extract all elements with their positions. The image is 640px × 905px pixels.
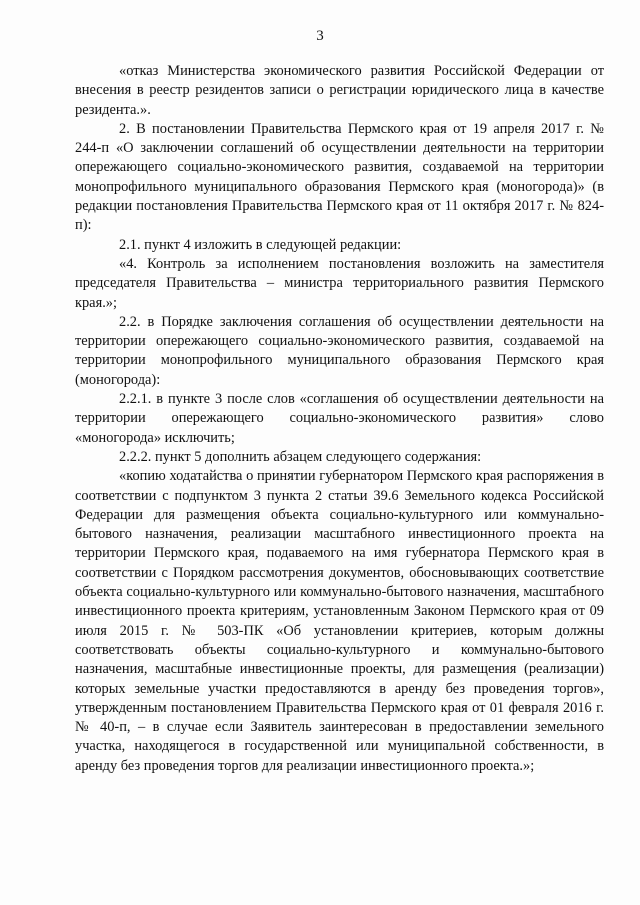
paragraph-resident-refusal: «отказ Министерства экономического развития Российской Федерации от внесения в реестр резидентов записи о регистрации юридического лица в качестве резидента.». — [75, 63, 604, 118]
document-body — [75, 62, 604, 776]
paragraph-petition-copy: «копию ходатайства о принятии губернатором Пермского края распоряжения в соответствии с подпунктом 3 пункта 2 статьи 39.6 Земельного кодекса Российской Федерации для размещения объекта социально-культурного или коммунально-бытового назначения, реализации масштабного инвестиционного проекта на территории Пермского края, подаваемого на имя губернатора Пермского края в соответствии с Порядком рассмотрения документов, обосновывающих соответствие объекта социально-культурного или коммунально-бытового назначения, масштабного инвестиционного проекта критериям, установленным Законом Пермского края от 09 июля 2015 г. № 503-ПК «Об установлении критериев, которым должны соответствовать объекты социально-культурного и коммунально-бытового назначения, масштабные инвестиционные проекты, для размещения (реализации) которых земельные участки предоставляются в аренду без проведения торгов», утвержденным постановлением Правительства Пермского края от 01 февраля 2016 г. № 40-п, – в случае если Заявитель заинтересован в предоставлении земельного участка, находящегося в государственной или муниципальной собственности, в аренду без проведения торгов для реализации инвестиционного проекта.»; — [75, 468, 604, 774]
paragraph-item-2: 2. В постановлении Правительства Пермского края от 19 апреля 2017 г. № 244-п «О заключении соглашений об осуществлении деятельности на территории опережающего социально-экономического развития, создаваемой на территории монопрофильного муниципального образования Пермского края (моногорода)» (в редакции постановления Правительства Пермского края от 11 октября 2017 г. № 824-п): — [75, 120, 604, 234]
page-number: 3 — [316, 28, 324, 44]
paragraph-item-2-2-2: 2.2.2. пункт 5 дополнить абзацем следующего содержания: — [119, 448, 482, 465]
paragraph-item-2-2: 2.2. в Порядке заключения соглашения об осуществлении деятельности на территории опережающего социально-экономического развития, создаваемой на территории монопрофильного муниципального образования Пермского края (моногорода): — [75, 313, 604, 388]
paragraph-item-2-1: 2.1. пункт 4 изложить в следующей редакции: — [119, 236, 402, 253]
paragraph-item-4-text: «4. Контроль за исполнением постановления возложить на заместителя председателя Правительства – министра территориального развития Пермского края.»; — [75, 255, 604, 311]
paragraph-item-2-2-1: 2.2.1. в пункте 3 после слов «соглашения об осуществлении деятельности на территории опережающего социально-экономического развития» слово «моногорода» исключить; — [75, 391, 604, 446]
